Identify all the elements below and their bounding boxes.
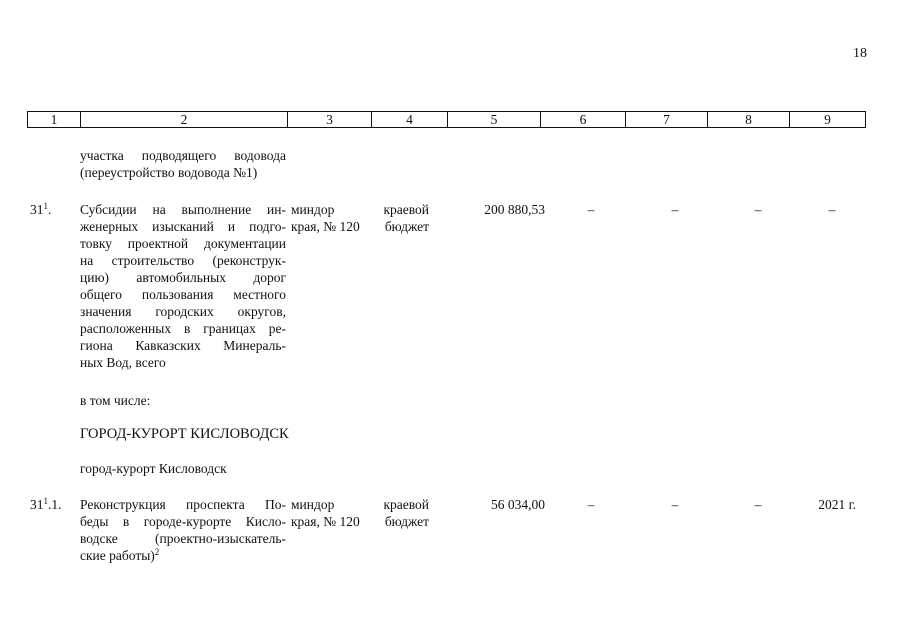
completion-year: 2021 г. xyxy=(818,497,856,512)
column-7-value: – xyxy=(671,497,679,512)
text-line: расположенных в границах ре- xyxy=(80,321,286,336)
column-6-value: – xyxy=(587,202,595,217)
responsible-and-source xyxy=(291,496,429,530)
column-number-8: 8 xyxy=(708,112,790,128)
column-number-9: 9 xyxy=(790,112,866,128)
text-line: значения городских округов, xyxy=(80,304,286,319)
column-number-header xyxy=(27,111,866,128)
including-label: в том числе: xyxy=(80,393,151,408)
row-number: $31^1.1$. xyxy=(30,496,62,512)
responsible-and-source xyxy=(291,201,429,235)
amount: 200 880,53 xyxy=(484,202,545,217)
column-number-6: 6 xyxy=(541,112,626,128)
responsible-executor: края, № 120 xyxy=(291,514,360,529)
page-number: 18 xyxy=(853,46,867,61)
column-number-7: 7 xyxy=(626,112,708,128)
text-line: Субсидии на выполнение ин- xyxy=(80,202,286,217)
text-line: общего пользования местного xyxy=(80,287,286,302)
responsible-executor: миндор xyxy=(291,497,335,512)
text-line: водске (проектно-изыскатель- xyxy=(80,531,286,546)
text-line: на строительство (реконструк- xyxy=(80,253,286,268)
city-heading: ГОРОД-КУРОРТ КИСЛОВОДСК xyxy=(80,426,289,442)
city-subheading: город-курорт Кисловодск xyxy=(80,461,227,476)
column-6-value: – xyxy=(587,497,595,512)
text-line: товку проектной документации xyxy=(80,236,286,251)
column-9-value: – xyxy=(828,202,836,217)
text-line: (переустройство водовода №1) xyxy=(80,165,258,180)
funding-source: бюджет xyxy=(384,219,429,234)
text-line: беды в городе-курорте Кисло- xyxy=(80,514,286,529)
text-line: гиона Кавказских Минераль- xyxy=(80,338,286,353)
column-number-4: 4 xyxy=(372,112,448,128)
funding-source: бюджет xyxy=(384,514,429,529)
responsible-executor: миндор xyxy=(291,202,335,217)
amount: 56 034,00 xyxy=(491,497,545,512)
column-8-value: – xyxy=(754,202,762,217)
text-line: ных Вод, всего xyxy=(80,355,166,370)
text-line: женерных изысканий и подго- xyxy=(80,219,286,234)
column-7-value: – xyxy=(671,202,679,217)
funding-source: краевой xyxy=(383,497,429,512)
column-number-5: 5 xyxy=(448,112,541,128)
continuation-text xyxy=(80,147,286,181)
column-number-1: 1 xyxy=(28,112,81,128)
row-description xyxy=(80,496,286,564)
responsible-executor: края, № 120 xyxy=(291,219,360,234)
row-description xyxy=(80,201,286,371)
column-8-value: – xyxy=(754,497,762,512)
footnote-mark: 2 xyxy=(154,547,160,557)
text-line: цию) автомобильных дорог xyxy=(80,270,286,285)
row-number: $31^1$. xyxy=(30,201,52,217)
text-line: Реконструкция проспекта По- xyxy=(80,497,286,512)
text-line: ские работы)$^2$ xyxy=(80,547,160,563)
funding-source: краевой xyxy=(383,202,429,217)
column-number-2: 2 xyxy=(81,112,288,128)
column-number-3: 3 xyxy=(288,112,372,128)
text-line: участка подводящего водовода xyxy=(80,148,286,163)
